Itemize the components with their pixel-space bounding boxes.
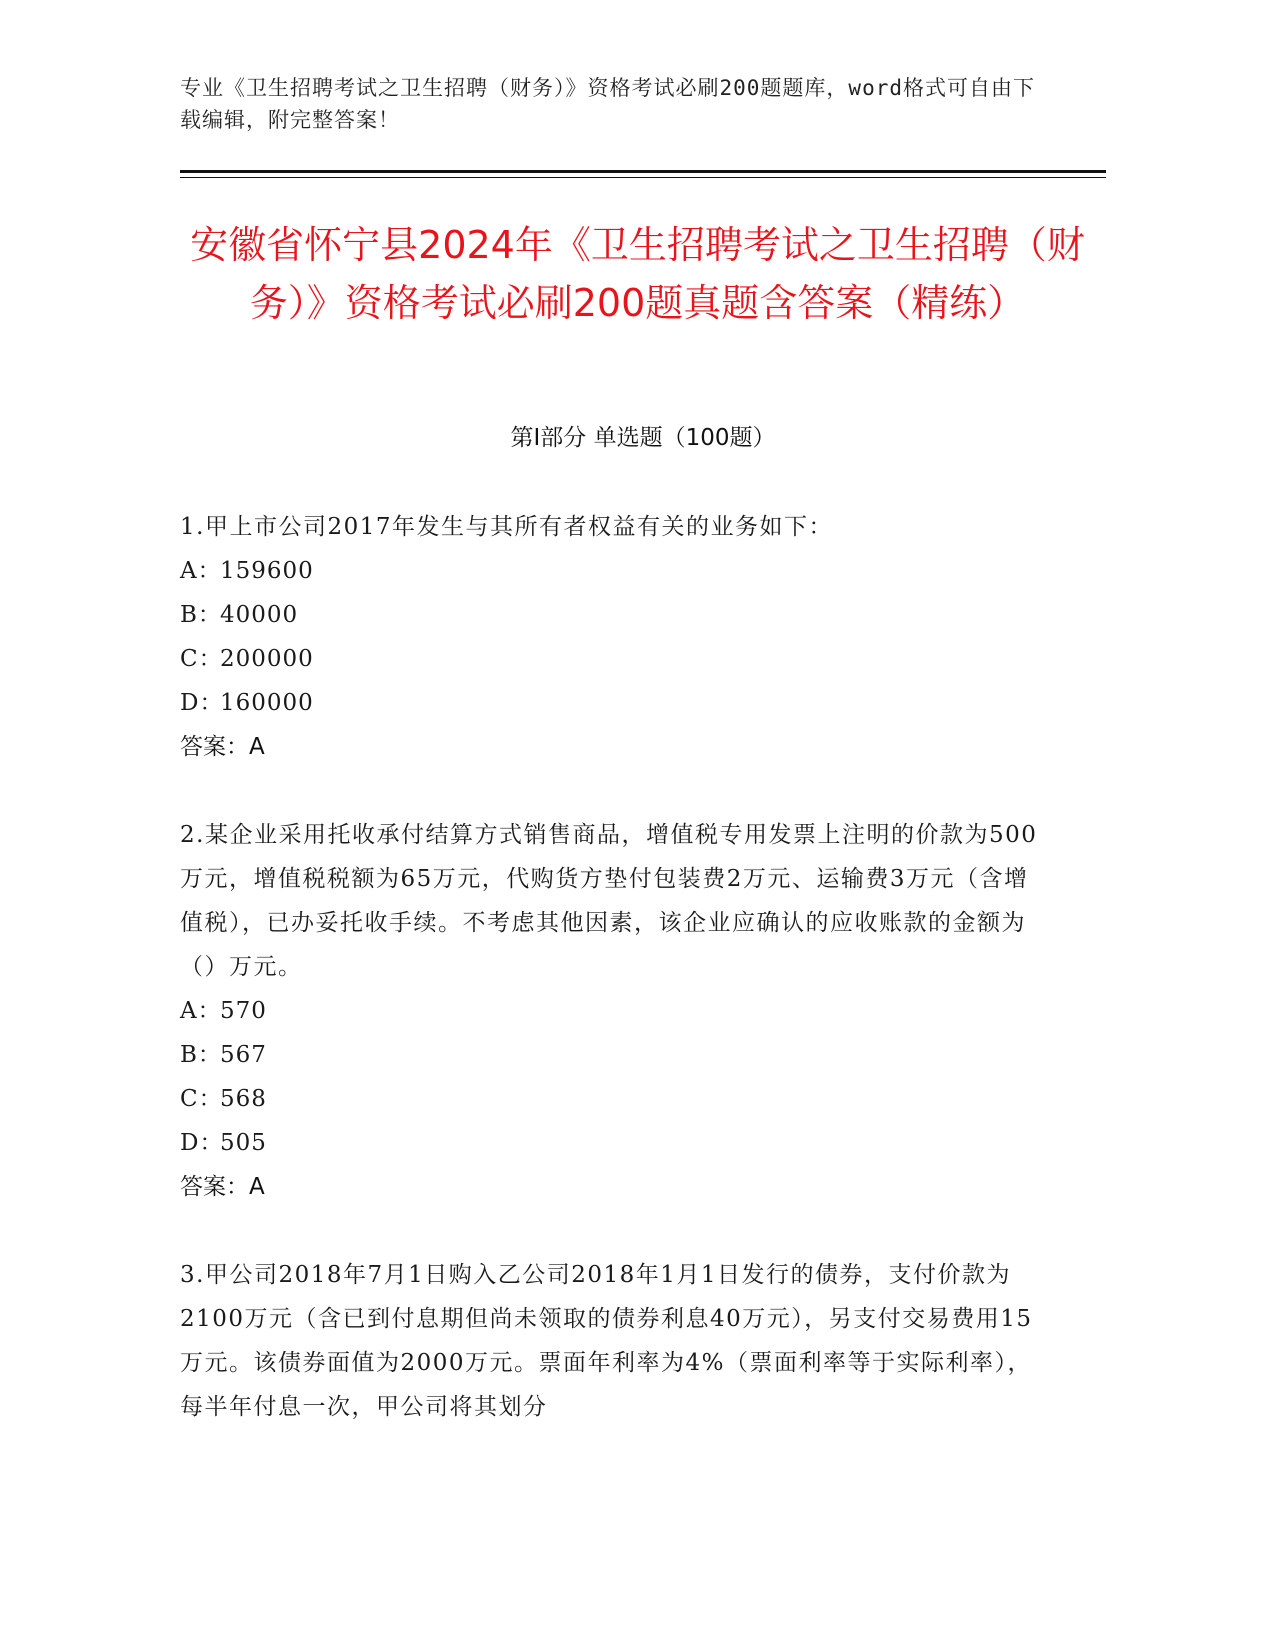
option-d [180, 681, 1040, 725]
header-divider-thin [180, 177, 1106, 178]
section-heading: 第I部分 单选题（100题） [510, 425, 776, 451]
option-c [180, 637, 1040, 681]
answer-line: 答案：A [180, 734, 265, 760]
question-list [180, 505, 1040, 1473]
option-value: 160000 [220, 690, 314, 716]
option-a [180, 989, 1040, 1033]
question-2 [180, 813, 1040, 1209]
option-label: C： [180, 1086, 223, 1112]
question-text: 2.某企业采用托收承付结算方式销售商品，增值税专用发票上注明的价款为500万元，增值税税额为65万元，代购货方垫付包装费2万元、运输费3万元（含增值税），已办妥托收手续。不考虑其他因素，该企业应确认的应收账款的金额为（）万元。 [180, 822, 1038, 980]
option-value: 40000 [220, 602, 299, 628]
option-value: 200000 [220, 646, 314, 672]
option-label: D： [180, 1130, 224, 1156]
answer-line: 答案：A [180, 1174, 265, 1200]
option-a [180, 549, 1040, 593]
option-label: B： [180, 602, 222, 628]
option-value: 567 [220, 1042, 267, 1068]
question-text: 3.甲公司2018年7月1日购入乙公司2018年1月1日发行的债券，支付价款为2100万元（含已到付息期但尚未领取的债券利息40万元），另支付交易费用15万元。该债券面值为2000万元。票面年利率为4%（票面利率等于实际利率），每半年付息一次，甲公司将其划分 [180, 1262, 1033, 1420]
option-label: B： [180, 1042, 222, 1068]
option-b [180, 593, 1040, 637]
header-note: 专业《卫生招聘考试之卫生招聘（财务）》资格考试必刷200题题库，word格式可自由下载编辑，附完整答案！ [180, 76, 1035, 132]
option-label: D： [180, 690, 224, 716]
option-value: 568 [220, 1086, 267, 1112]
option-c [180, 1077, 1040, 1121]
option-b [180, 1033, 1040, 1077]
option-value: 505 [220, 1130, 267, 1156]
header-divider-thick [180, 170, 1106, 173]
question-text: 1.甲上市公司2017年发生与其所有者权益有关的业务如下： [180, 514, 833, 540]
option-value: 570 [220, 998, 267, 1024]
document-title: 安徽省怀宁县2024年《卫生招聘考试之卫生招聘（财务）》资格考试必刷200题真题含答案（精练） [190, 223, 1085, 325]
option-label: A： [180, 998, 222, 1024]
option-label: C： [180, 646, 223, 672]
option-d [180, 1121, 1040, 1165]
option-value: 159600 [220, 558, 314, 584]
question-3 [180, 1253, 1040, 1429]
question-1 [180, 505, 1040, 769]
option-label: A： [180, 558, 222, 584]
